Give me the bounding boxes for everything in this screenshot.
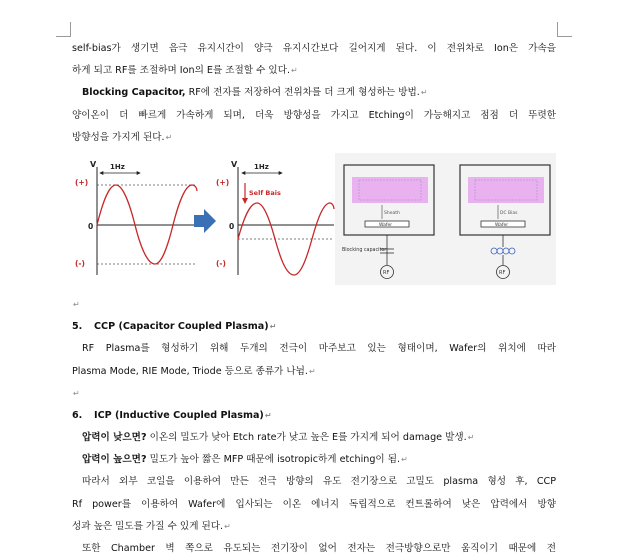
body-line-1: self-bias가 생기면 음극 유지시간이 양극 유지시간보다 길어지게 된다. 이 전위차로 Ion은 가속을: [72, 43, 556, 54]
paragraph-mark: ↵: [73, 299, 80, 309]
paragraph-mark: ↵: [264, 410, 272, 420]
page-corner-mark-left: [56, 22, 71, 37]
transition-arrow-icon: [194, 209, 216, 233]
empty-paragraph: [72, 383, 556, 405]
paragraph-mark: ↵: [401, 455, 408, 465]
right-rf-label: RF: [499, 269, 506, 276]
blocking-capacitor-term: Blocking Capacitor,: [82, 87, 186, 99]
left-freq-label: 1Hz: [110, 162, 125, 171]
section-6-line-3: 성과 높은 밀도를 가질 수 있게 된다.↵: [72, 520, 231, 532]
mid-v-label: V: [231, 159, 238, 169]
chamber-photo: [335, 153, 556, 285]
document-page: [72, 38, 556, 560]
paragraph-mark: ↵: [269, 322, 277, 332]
high-pressure-question: 압력이 높으면?: [82, 454, 147, 466]
mid-plus-label: (+): [216, 177, 230, 187]
right-plasma-glow: [468, 177, 544, 203]
left-plus-label: (+): [75, 177, 89, 187]
mid-minus-label: (-): [216, 258, 226, 268]
section-6-number: 6.: [72, 409, 83, 421]
section-6-title: ICP (Inductive Coupled Plasma): [94, 409, 264, 421]
paragraph-mark: ↵: [420, 88, 428, 98]
blocking-capacitor-label: Blocking capacitor: [342, 247, 387, 253]
section-5-number: 5.: [72, 321, 83, 333]
paragraph-mark: ↵: [291, 66, 298, 76]
left-minus-label: (-): [75, 258, 85, 268]
left-zero-label: 0: [88, 221, 94, 231]
body-line-2: 하게 되고 RF를 조절하며 Ion의 E를 조절할 수 있다.↵: [72, 65, 298, 77]
left-sheath-label: Sheath: [384, 210, 400, 216]
left-wafer-label: Wafer: [379, 222, 393, 228]
mid-zero-label: 0: [229, 221, 235, 231]
section-6-line-4: 또한 Chamber 벽 쪽으로 유도되는 전기장이 없어 전자는 전극방향으로만 움직이기 때문에 전: [82, 543, 556, 554]
section-5-line-1: RF Plasma를 형성하기 위해 두개의 전극이 마주보고 있는 형태이며, Wafer의 위치에 따라: [82, 343, 556, 355]
left-plasma-glow: [352, 177, 428, 203]
body-line-3: Blocking Capacitor, RF에 전자를 저장하여 전위차를 더 크게 형성하는 방법.↵: [82, 87, 428, 99]
paragraph-mark: ↵: [467, 433, 475, 443]
paragraph-mark: ↵: [308, 366, 316, 376]
high-pressure-line: 압력이 높으면? 밀도가 높아 짧은 MFP 때문에 isotropic하게 etching이 됨.↵: [82, 454, 408, 466]
paragraph-mark: ↵: [224, 521, 231, 531]
paragraph-mark: ↵: [165, 132, 173, 142]
mid-freq-label: 1Hz: [254, 162, 269, 171]
empty-paragraph: [72, 294, 556, 316]
section-5-heading: [72, 316, 556, 338]
low-pressure-question: 압력이 낮으면?: [82, 432, 147, 444]
left-v-label: V: [90, 159, 97, 169]
self-bias-figure: [72, 153, 556, 293]
left-wave-chart: [75, 160, 197, 275]
right-bias-label: DC Bias: [500, 210, 518, 216]
paragraph-mark: ↵: [73, 388, 80, 398]
section-6-line-1: 따라서 외부 코일을 이용하여 만든 전극 방향의 유도 전기장으로 고밀도 plasma 형성 후, CCP: [82, 476, 556, 488]
photo-background: [335, 153, 556, 285]
body-line-4: 양이온이 더 빠르게 가속하게 되며, 더욱 방향성을 가지고 Etching이 가능해지고 점점 더 뚜렷한: [72, 109, 556, 121]
waveform-figure-svg: [72, 153, 556, 293]
body-line-5: 방향성을 가지게 된다.↵: [72, 131, 173, 143]
page-corner-mark-right: [557, 22, 572, 37]
right-wafer-label: Wafer: [495, 222, 509, 228]
low-pressure-line: 압력이 낮으면? 이온의 밀도가 낮아 Etch rate가 낮고 높은 E를 가지게 되어 damage 발생.↵: [82, 432, 475, 444]
left-rf-label: RF: [383, 269, 390, 276]
section-6-heading: [72, 405, 556, 427]
section-5-line-2: Plasma Mode, RIE Mode, Triode 등으로 종류가 나뉨.↵: [72, 365, 316, 377]
section-5-title: CCP (Capacitor Coupled Plasma): [94, 321, 269, 333]
self-bias-wave-chart: [216, 160, 334, 275]
section-6-line-2: Rf power를 이용하여 Wafer에 입사되는 이온 에너지 독립적으로 컨트롤하여 낮은 압력에서 방향: [72, 498, 556, 510]
self-bias-label: Self Bais: [249, 188, 281, 197]
